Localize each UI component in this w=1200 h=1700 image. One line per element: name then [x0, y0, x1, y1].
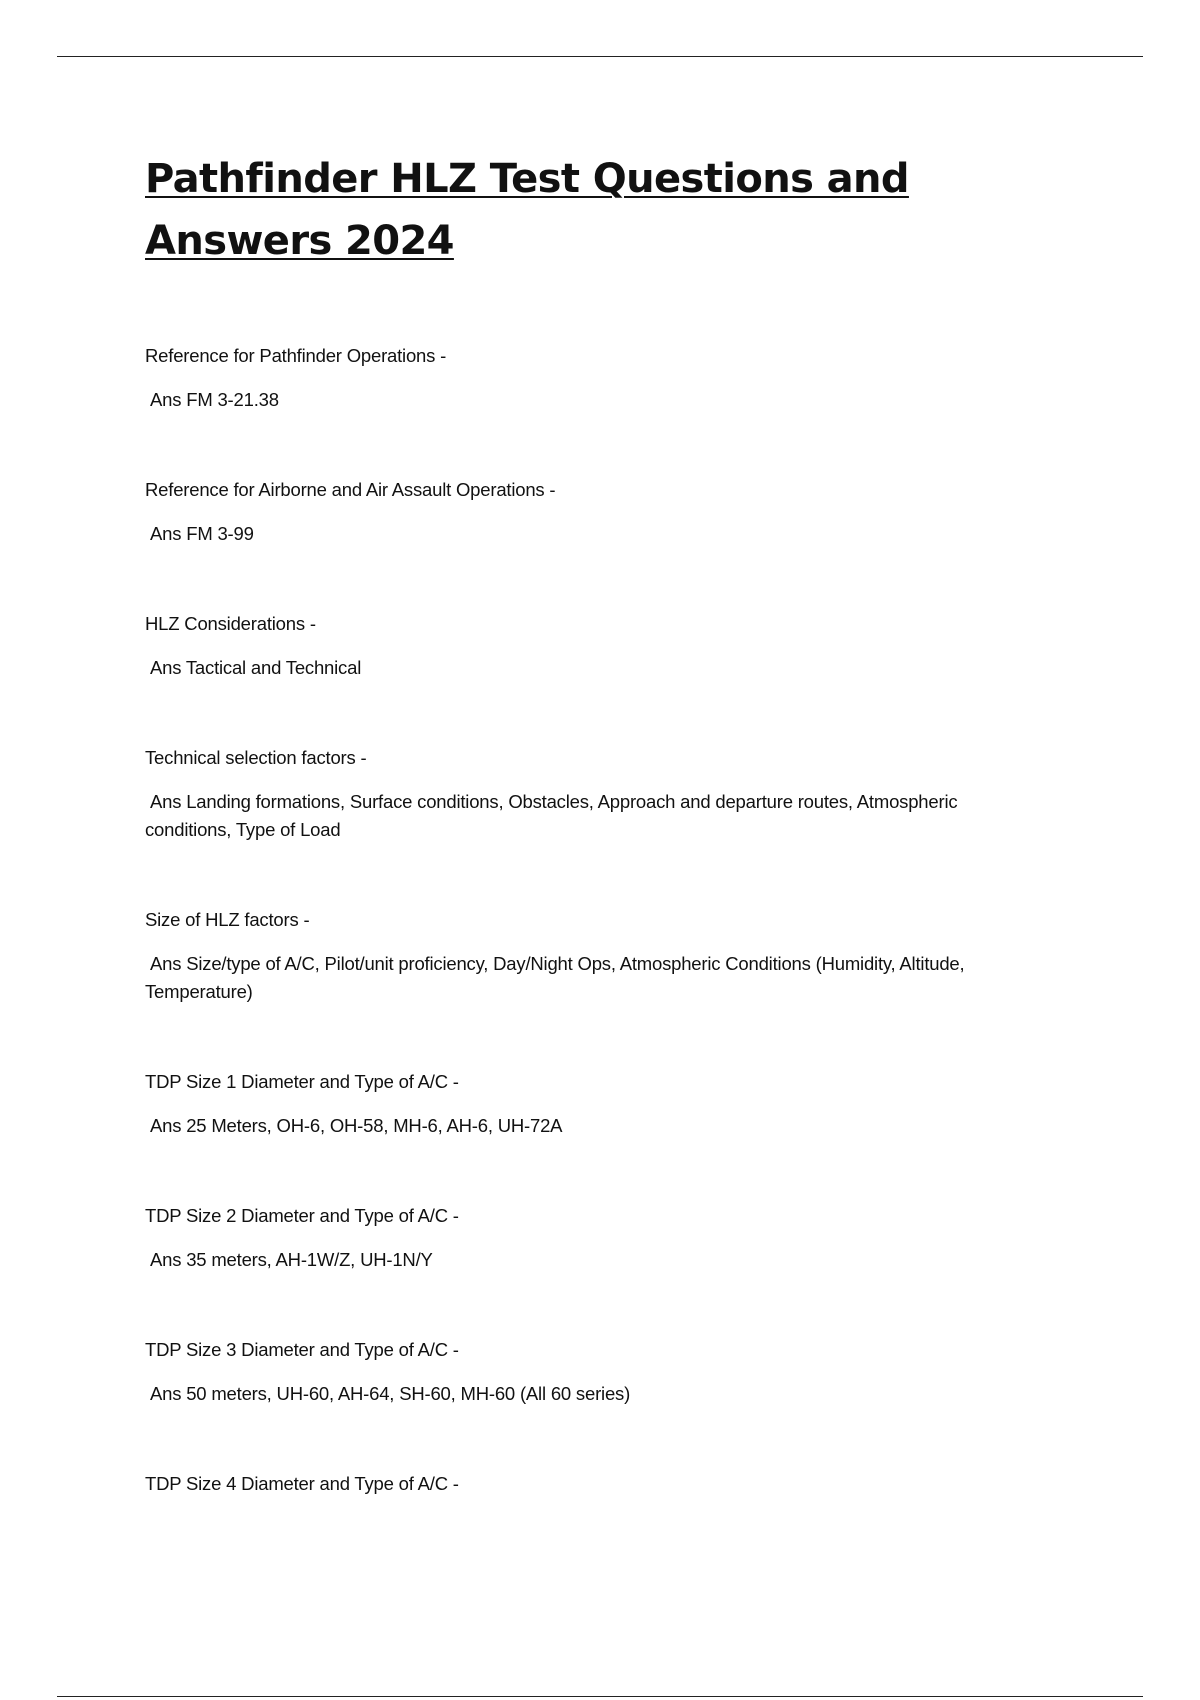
qa-item — [145, 1336, 1045, 1408]
question-text: TDP Size 4 Diameter and Type of A/C - — [145, 1473, 459, 1494]
header-rule — [57, 56, 1143, 57]
question-text: TDP Size 2 Diameter and Type of A/C - — [145, 1205, 459, 1226]
question-text: Size of HLZ factors - — [145, 909, 310, 930]
qa-item — [145, 906, 1045, 1006]
qa-item — [145, 1068, 1045, 1140]
qa-item — [145, 744, 1045, 844]
answer-text: Ans Tactical and Technical — [150, 657, 362, 678]
document-title: Pathfinder HLZ Test Questions and Answers 2024 — [145, 156, 909, 264]
qa-item — [145, 342, 1045, 414]
answer-text: Ans FM 3-99 — [150, 523, 254, 544]
qa-item — [145, 1202, 1045, 1274]
qa-item — [145, 610, 1045, 682]
question-text: Reference for Airborne and Air Assault Operations - — [145, 479, 556, 500]
answer-text: Ans FM 3-21.38 — [150, 389, 279, 410]
question-text: TDP Size 1 Diameter and Type of A/C - — [145, 1071, 459, 1092]
footer-rule — [57, 1696, 1143, 1697]
question-text: TDP Size 3 Diameter and Type of A/C - — [145, 1339, 459, 1360]
question-text: Reference for Pathfinder Operations - — [145, 345, 447, 366]
question-text: Technical selection factors - — [145, 747, 367, 768]
qa-item — [145, 1470, 1045, 1498]
qa-list — [145, 342, 1045, 1498]
answer-text: Ans 35 meters, AH-1W/Z, UH-1N/Y — [150, 1249, 433, 1270]
qa-item — [145, 476, 1045, 548]
answer-text: Ans Landing formations, Surface conditions, Obstacles, Approach and departure routes, Atmospheric conditions, Type of Load — [145, 791, 958, 840]
answer-text: Ans 25 Meters, OH-6, OH-58, MH-6, AH-6, UH-72A — [150, 1115, 563, 1136]
document-body — [145, 148, 1045, 1498]
question-text: HLZ Considerations - — [145, 613, 316, 634]
answer-text: Ans 50 meters, UH-60, AH-64, SH-60, MH-60 (All 60 series) — [150, 1383, 631, 1404]
answer-text: Ans Size/type of A/C, Pilot/unit proficiency, Day/Night Ops, Atmospheric Conditions (Humidity, Altitude, Temperature) — [145, 953, 965, 1002]
